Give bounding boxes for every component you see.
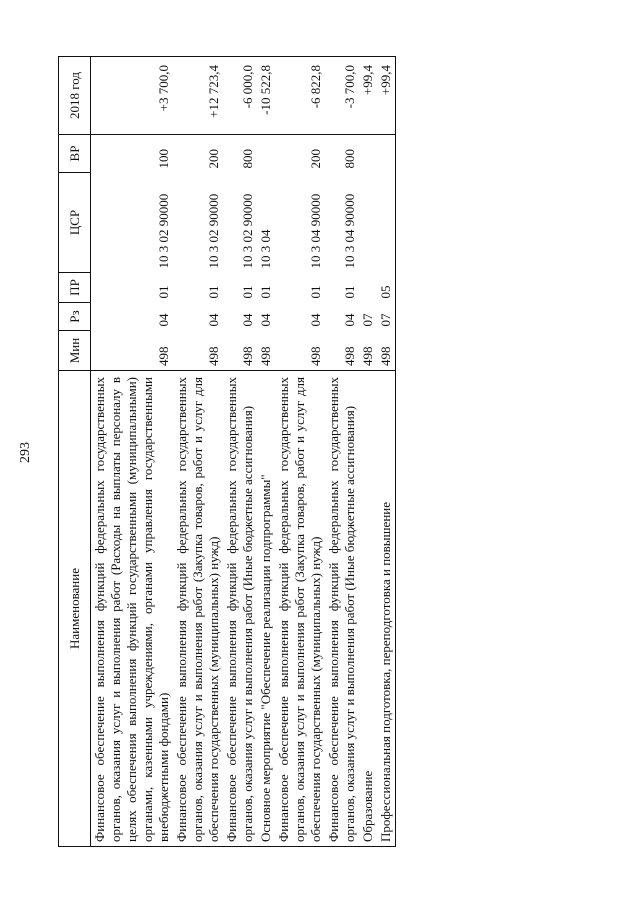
row-pr: 01 [240,285,255,299]
page-number: 293 [18,442,33,463]
header-rz: Рз [59,303,91,331]
row-amount: -6 822,8 [275,57,325,135]
row-name: Финансовое обеспечение выполнения функций федеральных государственных органов, оказания услуг и выполнения работ (Расходы на выплаты персоналу в целях обеспечения выполнения функций государственными (муниципальными) органами, казенными учреждениями, органами управления государственными внебюджетными фондами) [91,371,174,847]
header-year: 2018 год [59,57,91,135]
row-amount: -10 522,8 [257,57,275,135]
row-vr: 200 [206,149,221,169]
row-vr: 800 [240,149,255,169]
header-pr: ПР [59,273,91,303]
row-name: Финансовое обеспечение выполнения функций федеральных государственных органов, оказания услуг и выполнения работ (Закупка товаров, работ и услуг для обеспечения государственных (муниципальных) нужд) [275,371,325,847]
row-rz: 04 [342,313,357,327]
row-vr [377,135,396,173]
row-amount: -6 000,0 [223,57,257,135]
row-csr [359,173,377,273]
table-row [275,57,325,847]
row-csr: 10 3 02 90000 [206,193,221,269]
row-csr: 10 3 04 [258,229,273,269]
row-rz: 04 [258,313,273,327]
row-rz: 07 [377,303,396,331]
row-vr: 100 [156,149,171,169]
table-row [173,57,223,847]
row-pr: 05 [377,273,396,303]
row-amount: +99,4 [377,57,396,135]
row-rz: 07 [360,313,375,327]
row-amount: +12 723,4 [173,57,223,135]
row-min: 498 [206,346,221,366]
row-amount: +99,4 [359,57,377,135]
row-name: Финансовое обеспечение выполнения функций федеральных государственных органов, оказания услуг и выполнения работ (Иные бюджетные ассигнования) [325,371,359,847]
table-row [377,57,396,847]
row-min: 498 [156,346,171,366]
row-name: Финансовое обеспечение выполнения функций федеральных государственных органов, оказания услуг и выполнения работ (Закупка товаров, работ и услуг для обеспечения государственных (муниципальных) нужд) [173,371,223,847]
row-csr: 10 3 02 90000 [240,193,255,269]
row-amount: -3 700,0 [325,57,359,135]
row-csr: 10 3 02 90000 [156,193,171,269]
header-vr: ВР [59,135,91,173]
header-min: Мин [59,331,91,371]
row-name: Профессиональная подготовка, переподготовка и повышение [377,371,396,847]
row-min: 498 [258,346,273,366]
row-pr: 01 [206,285,221,299]
row-rz: 04 [156,313,171,327]
header-name: Наименование [59,371,91,847]
row-vr [257,135,275,173]
row-min: 498 [342,346,357,366]
row-pr: 01 [156,285,171,299]
table-row [223,57,257,847]
table-row [257,57,275,847]
row-pr: 01 [342,285,357,299]
row-vr [359,135,377,173]
row-amount: +3 700,0 [91,57,174,135]
table-row [359,57,377,847]
row-min: 498 [240,346,255,366]
row-rz: 04 [206,313,221,327]
header-csr: ЦСР [59,173,91,273]
row-csr: 10 3 04 90000 [342,193,357,269]
row-pr: 01 [258,285,273,299]
row-vr: 800 [342,149,357,169]
row-vr: 200 [308,149,323,169]
row-pr: 01 [308,285,323,299]
row-min: 498 [377,331,396,371]
row-csr: 10 3 04 90000 [308,193,323,269]
table-row [325,57,359,847]
row-min: 498 [308,346,323,366]
row-name: Основное мероприятие "Обеспечение реализации подпрограммы" [257,371,275,847]
header-row [59,57,91,847]
budget-table [58,56,396,847]
row-pr [359,273,377,303]
table-row [91,57,174,847]
row-name: Образование [359,371,377,847]
row-min: 498 [360,346,375,366]
row-name: Финансовое обеспечение выполнения функций федеральных государственных органов, оказания услуг и выполнения работ (Иные бюджетные ассигнования) [223,371,257,847]
row-rz: 04 [308,313,323,327]
row-rz: 04 [240,313,255,327]
row-csr [377,173,396,273]
